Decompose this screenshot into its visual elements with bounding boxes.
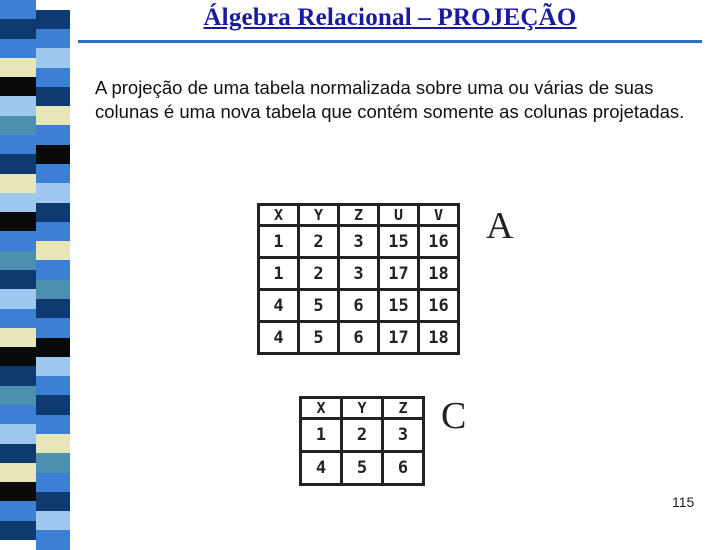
stripe-block [36,29,70,49]
stripe-block [36,87,70,107]
table-cell: 4 [259,322,299,354]
stripe-block [0,289,36,309]
stripe-block [36,338,70,358]
table-c-header-cell: Y [342,398,383,419]
table-a [257,203,460,355]
table-cell: 3 [339,226,379,258]
decorative-stripe-bar [0,0,70,540]
stripe-block [0,482,36,502]
table-a-header-cell: U [379,205,419,226]
table-cell: 2 [299,258,339,290]
stripe-block [36,453,70,473]
stripe-block [36,164,70,184]
stripe-block [0,212,36,232]
table-cell: 16 [419,290,459,322]
stripe-block [0,270,36,290]
stripe-block [0,77,36,97]
stripe-block [0,251,36,271]
stripe-block [0,501,36,521]
stripe-block [36,106,70,126]
table-a-header-row [259,205,459,226]
stripe-block [36,280,70,300]
table-cell: 4 [301,452,342,485]
stripe-block [0,405,36,425]
table-cell: 1 [259,226,299,258]
stripe-block [0,135,36,155]
stripe-block [0,347,36,367]
table-cell: 5 [299,290,339,322]
stripe-block [36,48,70,68]
stripe-block [0,174,36,194]
stripe-block [0,39,36,59]
table-row [259,322,459,354]
table-cell: 3 [383,419,424,452]
stripe-block [36,511,70,531]
table-c [299,396,425,486]
stripe-block [36,473,70,493]
stripe-block [36,376,70,396]
title-underline-rule [78,40,702,43]
stripe-block [0,154,36,174]
stripe-block [0,116,36,136]
table-cell: 4 [259,290,299,322]
stripe-block [36,222,70,242]
stripe-block [36,145,70,165]
table-cell: 6 [383,452,424,485]
table-cell: 1 [301,419,342,452]
stripe-block [36,492,70,512]
table-cell: 18 [419,258,459,290]
stripe-block [0,309,36,329]
table-cell: 5 [342,452,383,485]
table-a-header-cell: Y [299,205,339,226]
table-cell: 2 [342,419,383,452]
stripe-block [0,366,36,386]
page-number: 115 [672,494,695,510]
stripe-block [36,183,70,203]
table-a-header-cell: V [419,205,459,226]
table-a-header-cell: X [259,205,299,226]
stripe-block [0,386,36,406]
stripe-block [0,58,36,78]
table-cell: 6 [339,322,379,354]
table-cell: 3 [339,258,379,290]
table-row [259,258,459,290]
stripe-block [0,463,36,483]
stripe-block [36,395,70,415]
table-cell: 5 [299,322,339,354]
table-cell: 15 [379,226,419,258]
table-cell: 1 [259,258,299,290]
slide-title: Álgebra Relacional – PROJEÇÃO [203,4,577,31]
stripe-block [0,444,36,464]
table-c-header-cell: Z [383,398,424,419]
table-c-label: C [441,395,467,437]
table-cell: 16 [419,226,459,258]
stripe-block [0,521,36,541]
stripe-block [36,434,70,454]
stripe-block [0,193,36,213]
table-cell: 15 [379,290,419,322]
table-cell: 18 [419,322,459,354]
table-row [259,226,459,258]
stripe-block [0,96,36,116]
stripe-block [0,19,36,39]
table-cell: 2 [299,226,339,258]
table-c-header-cell: X [301,398,342,419]
stripe-block [36,10,70,30]
table-row [301,452,424,485]
table-cell: 17 [379,322,419,354]
stripe-block [36,299,70,319]
stripe-block [36,203,70,223]
stripe-block [36,318,70,338]
stripe-block [0,231,36,251]
table-a-header-cell: Z [339,205,379,226]
stripe-block [36,530,70,550]
table-c-header-row [301,398,424,419]
stripe-block [0,424,36,444]
table-cell: 6 [339,290,379,322]
stripe-block [36,260,70,280]
stripe-block [36,125,70,145]
table-row [259,290,459,322]
stripe-block [36,68,70,88]
table-row [301,419,424,452]
table-a-label: A [486,205,514,247]
stripe-block [0,0,36,20]
stripe-block [36,241,70,261]
slide-paragraph: A projeção de uma tabela normalizada sobre uma ou várias de suas colunas é uma nova tabela que contém somente as colunas projetadas. [95,77,685,122]
stripe-block [36,415,70,435]
stripe-block [36,357,70,377]
stripe-block [0,328,36,348]
table-cell: 17 [379,258,419,290]
